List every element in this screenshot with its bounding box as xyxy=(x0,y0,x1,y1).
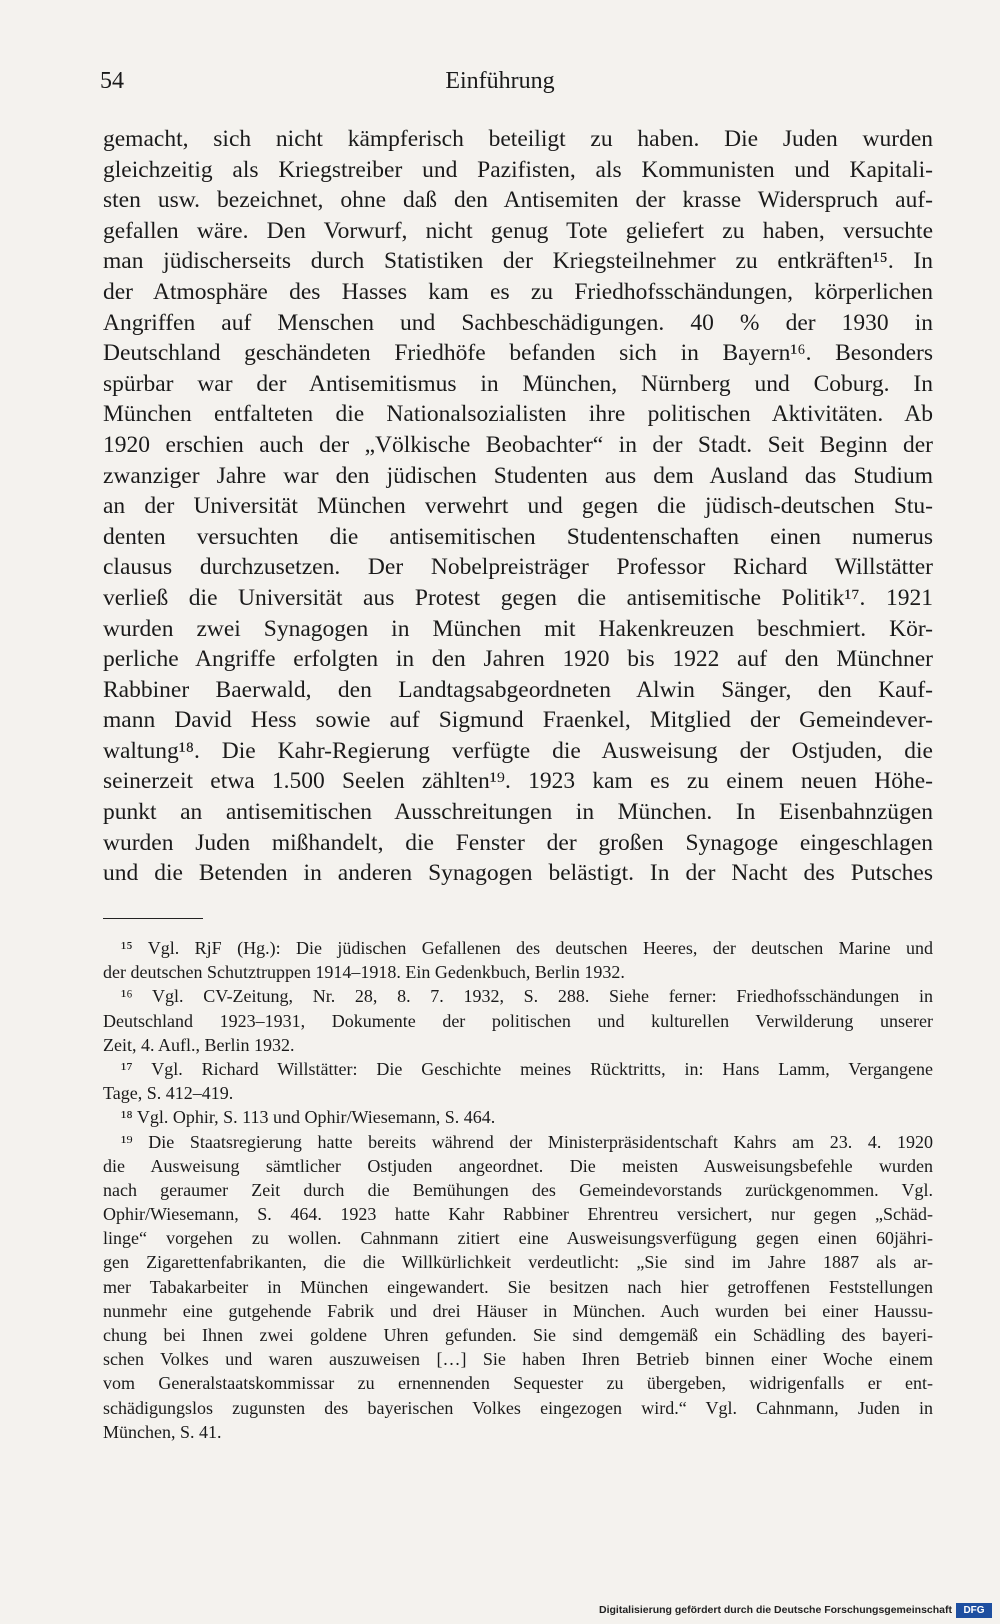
footnote-line: Ophir/Wiesemann, S. 464. 1923 hatte Kahr Rabbiner Ehrentreu versichert, nur gegen „Schäd- xyxy=(103,1204,933,1225)
footnote-line: nunmehr eine gutgehende Fabrik und drei Häuser in München. Auch wurden bei einer Haussu- xyxy=(103,1300,933,1321)
footnote-line: ¹⁹ Die Staatsregierung hatte bereits während der Ministerpräsidentschaft Kahrs am 23. 4. 1920 xyxy=(121,1131,933,1152)
footnote-line: Zeit, 4. Aufl., Berlin 1932. xyxy=(103,1034,295,1055)
footnote-line: Deutschland 1923–1931, Dokumente der politischen und kulturellen Verwilderung unserer xyxy=(103,1010,933,1031)
body-line: seinerzeit etwa 1.500 Seelen zählten¹⁹. 1923 kam es zu einem neuen Höhe- xyxy=(103,768,933,795)
body-line: Deutschland geschändeten Friedhöfe befanden sich in Bayern¹⁶. Besonders xyxy=(103,340,933,367)
body-line: 1920 erschien auch der „Völkische Beobachter“ in der Stadt. Seit Beginn der xyxy=(103,431,933,458)
body-line: punkt an antisemitischen Ausschreitungen in München. In Eisenbahnzügen xyxy=(103,799,933,826)
body-line: der Atmosphäre des Hasses kam es zu Friedhofsschändungen, körperlichen xyxy=(103,278,933,305)
body-line: sten usw. bezeichnet, ohne daß den Antisemiten der krasse Widerspruch auf- xyxy=(103,187,933,214)
footnote-line: ¹⁵ Vgl. RjF (Hg.): Die jüdischen Gefallenen des deutschen Heeres, der deutschen Marine und xyxy=(121,938,933,958)
footnote-line: schen Volkes und waren auszuweisen […] Sie haben Ihren Betrieb binnen einer Woche einem xyxy=(103,1349,933,1370)
digitization-note: Digitalisierung gefördert durch die Deutsche Forschungsgemeinschaft xyxy=(599,1604,952,1616)
body-line: Angriffen auf Menschen und Sachbeschädigungen. 40 % der 1930 in xyxy=(103,309,933,336)
footnote-line: mer Tabakarbeiter in München eingewandert. Sie besitzen nach hier getroffenen Feststellungen xyxy=(103,1276,933,1297)
footnote-line: Tage, S. 412–419. xyxy=(103,1083,234,1104)
body-line: perliche Angriffe erfolgten in den Jahren 1920 bis 1922 auf den Münchner xyxy=(103,646,933,673)
body-line: Rabbiner Baerwald, den Landtagsabgeordneten Alwin Sänger, den Kauf- xyxy=(103,676,933,703)
footnote-line: ¹⁸ Vgl. Ophir, S. 113 und Ophir/Wiesemann, S. 464. xyxy=(121,1107,496,1128)
footnote-line: chung bei Ihnen zwei goldene Uhren gefunden. Sie sind demgemäß ein Schädling des bayeri- xyxy=(103,1325,933,1345)
footnote-line: schädigungslos zugunsten des bayerischen Volkes eingezogen wird.“ Vgl. Cahnmann, Juden in xyxy=(103,1397,933,1418)
body-line: München entfalteten die Nationalsozialisten ihre politischen Aktivitäten. Ab xyxy=(103,401,933,428)
body-line: mann David Hess sowie auf Sigmund Fraenkel, Mitglied der Gemeindever- xyxy=(103,707,933,734)
body-line: spürbar war der Antisemitismus in München, Nürnberg und Coburg. In xyxy=(103,370,933,397)
footnotes xyxy=(103,936,933,1444)
running-head: Einführung xyxy=(445,68,555,94)
body-line: und die Betenden in anderen Synagogen belästigt. In der Nacht des Putsches xyxy=(103,860,933,887)
body-line: clausus durchzusetzen. Der Nobelpreisträger Professor Richard Willstätter xyxy=(103,554,933,581)
body-line: verließ die Universität aus Protest gegen die antisemitische Politik¹⁷. 1921 xyxy=(103,584,933,611)
footnote-line: der deutschen Schutztruppen 1914–1918. Ein Gedenkbuch, Berlin 1932. xyxy=(103,962,625,983)
footnote-line: gen Zigarettenfabrikanten, die die Willkürlichkeit verdeutlicht: „Sie sind im Jahre 1887 als ar- xyxy=(103,1252,933,1273)
body-line: gefallen wäre. Den Vorwurf, nicht genug Tote geliefert zu haben, versuchte xyxy=(103,217,933,244)
footnote-line: München, S. 41. xyxy=(103,1421,222,1442)
body-line: waltung¹⁸. Die Kahr-Regierung verfügte die Ausweisung der Ostjuden, die xyxy=(103,737,933,764)
body-line: gemacht, sich nicht kämpferisch beteiligt zu haben. Die Juden wurden xyxy=(103,126,933,152)
footnote-line: ¹⁶ Vgl. CV-Zeitung, Nr. 28, 8. 7. 1932, S. 288. Siehe ferner: Friedhofsschändungen in xyxy=(121,986,933,1007)
footnote-divider xyxy=(103,918,203,919)
body-line: wurden zwei Synagogen in München mit Hakenkreuzen beschmiert. Kör- xyxy=(103,615,933,642)
body-line: an der Universität München verwehrt und gegen die jüdisch-deutschen Stu- xyxy=(103,493,933,520)
footnote-line: die Ausweisung sämtlicher Ostjuden angeordnet. Die meisten Ausweisungsbefehle wurden xyxy=(103,1155,933,1176)
body-line: man jüdischerseits durch Statistiken der Kriegsteilnehmer zu entkräften¹⁵. In xyxy=(103,248,933,275)
body-line: zwanziger Jahre war den jüdischen Studenten aus dem Ausland das Studium xyxy=(103,462,933,489)
footnote-line: ¹⁷ Vgl. Richard Willstätter: Die Geschichte meines Rücktritts, in: Hans Lamm, Vergangene xyxy=(121,1058,933,1079)
dfg-logo: DFG xyxy=(956,1603,992,1618)
body-line: wurden Juden mißhandelt, die Fenster der großen Synagoge eingeschlagen xyxy=(103,829,933,856)
body-line: gleichzeitig als Kriegstreiber und Pazifisten, als Kommunisten und Kapitali- xyxy=(103,156,933,183)
body-line: denten versuchten die antisemitischen Studentenschaften einen numerus xyxy=(103,523,933,550)
footnote-line: nach geraumer Zeit durch die Bemühungen des Gemeindevorstands zurückgenommen. Vgl. xyxy=(103,1179,933,1200)
main-body-text xyxy=(103,124,933,889)
page-number: 54 xyxy=(100,68,124,94)
footnote-line: linge“ vorgehen zu wollen. Cahnmann zitiert eine Ausweisungsverfügung gegen einen 60jähri- xyxy=(103,1228,933,1249)
footnote-line: vom Generalstaatskommissar zu ernennenden Sequester zu übergeben, widrigenfalls er ent- xyxy=(103,1373,933,1394)
